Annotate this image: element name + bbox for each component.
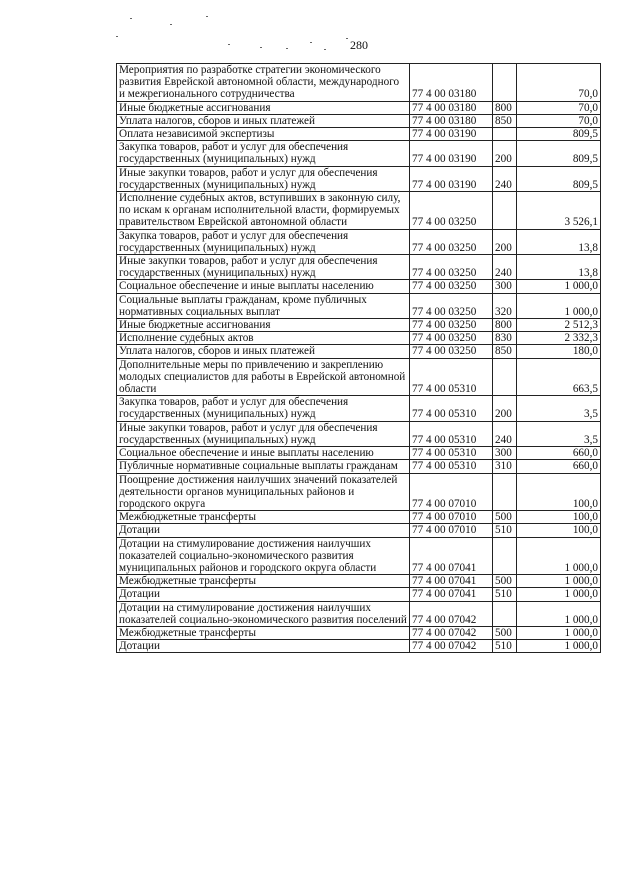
table-row	[117, 421, 601, 446]
row-amount: 2 332,3	[517, 332, 601, 345]
row-expense-type: 300	[493, 280, 517, 293]
row-amount: 100,0	[517, 473, 601, 511]
row-name: Иные бюджетные ассигнования	[117, 319, 410, 332]
row-target-code: 77 4 00 05310	[410, 421, 493, 446]
table-row	[117, 166, 601, 191]
row-expense-type	[493, 537, 517, 575]
row-expense-type: 800	[493, 319, 517, 332]
row-expense-type: 200	[493, 141, 517, 166]
row-target-code: 77 4 00 03250	[410, 229, 493, 254]
table-row	[117, 447, 601, 460]
row-name: Социальное обеспечение и иные выплаты населению	[117, 447, 410, 460]
row-expense-type	[493, 358, 517, 396]
table-row	[117, 460, 601, 473]
row-name: Уплата налогов, сборов и иных платежей	[117, 345, 410, 358]
row-target-code: 77 4 00 07010	[410, 511, 493, 524]
row-name: Межбюджетные трансферты	[117, 626, 410, 639]
table-row	[117, 255, 601, 280]
row-amount: 70,0	[517, 64, 601, 102]
row-amount: 2 512,3	[517, 319, 601, 332]
row-amount: 809,5	[517, 128, 601, 141]
row-amount: 1 000,0	[517, 575, 601, 588]
row-amount: 1 000,0	[517, 626, 601, 639]
table-row	[117, 280, 601, 293]
row-target-code: 77 4 00 05310	[410, 396, 493, 421]
row-expense-type	[493, 473, 517, 511]
row-name: Дотации	[117, 640, 410, 653]
row-target-code: 77 4 00 07041	[410, 575, 493, 588]
table-row	[117, 114, 601, 127]
table-row	[117, 319, 601, 332]
row-target-code: 77 4 00 07010	[410, 524, 493, 537]
row-amount: 809,5	[517, 166, 601, 191]
table-row	[117, 332, 601, 345]
row-amount: 1 000,0	[517, 588, 601, 601]
row-name: Иные закупки товаров, работ и услуг для обеспечения государственных (муниципальных) нужд	[117, 421, 410, 446]
row-expense-type: 200	[493, 229, 517, 254]
row-expense-type: 240	[493, 166, 517, 191]
row-amount: 100,0	[517, 524, 601, 537]
row-name: Дотации	[117, 588, 410, 601]
row-expense-type: 240	[493, 421, 517, 446]
row-target-code: 77 4 00 05310	[410, 358, 493, 396]
row-expense-type: 240	[493, 255, 517, 280]
table-row	[117, 128, 601, 141]
row-target-code: 77 4 00 07042	[410, 626, 493, 639]
row-name: Исполнение судебных актов	[117, 332, 410, 345]
table-row	[117, 345, 601, 358]
row-amount: 3,5	[517, 421, 601, 446]
row-amount: 660,0	[517, 460, 601, 473]
row-target-code: 77 4 00 05310	[410, 460, 493, 473]
row-target-code: 77 4 00 03190	[410, 141, 493, 166]
row-expense-type	[493, 64, 517, 102]
row-amount: 660,0	[517, 447, 601, 460]
table-row	[117, 524, 601, 537]
page-number: 280	[350, 38, 368, 52]
row-name: Дополнительные меры по привлечению и закреплению молодых специалистов для работы в Еврейской автономной области	[117, 358, 410, 396]
table-row	[117, 229, 601, 254]
row-target-code: 77 4 00 03250	[410, 332, 493, 345]
row-expense-type: 850	[493, 345, 517, 358]
row-target-code: 77 4 00 03250	[410, 293, 493, 318]
row-name: Социальное обеспечение и иные выплаты населению	[117, 280, 410, 293]
row-target-code: 77 4 00 07010	[410, 473, 493, 511]
table-row	[117, 588, 601, 601]
row-target-code: 77 4 00 03250	[410, 280, 493, 293]
row-expense-type: 500	[493, 511, 517, 524]
row-name: Иные бюджетные ассигнования	[117, 101, 410, 114]
row-name: Дотации	[117, 524, 410, 537]
row-name: Дотации на стимулирование достижения наилучших показателей социально-экономического развития поселений	[117, 601, 410, 626]
row-target-code: 77 4 00 07041	[410, 588, 493, 601]
table-row	[117, 141, 601, 166]
row-amount: 70,0	[517, 114, 601, 127]
row-name: Межбюджетные трансферты	[117, 575, 410, 588]
table-row	[117, 640, 601, 653]
row-amount: 3,5	[517, 396, 601, 421]
row-amount: 809,5	[517, 141, 601, 166]
row-name: Закупка товаров, работ и услуг для обеспечения государственных (муниципальных) нужд	[117, 229, 410, 254]
table-row	[117, 396, 601, 421]
row-amount: 100,0	[517, 511, 601, 524]
row-expense-type: 510	[493, 640, 517, 653]
row-name: Закупка товаров, работ и услуг для обеспечения государственных (муниципальных) нужд	[117, 396, 410, 421]
row-amount: 1 000,0	[517, 640, 601, 653]
row-name: Поощрение достижения наилучших значений показателей деятельности органов муниципальных районов и городского округа	[117, 473, 410, 511]
table-row	[117, 101, 601, 114]
row-expense-type	[493, 192, 517, 230]
table-row	[117, 601, 601, 626]
row-target-code: 77 4 00 03190	[410, 166, 493, 191]
row-name: Иные закупки товаров, работ и услуг для обеспечения государственных (муниципальных) нужд	[117, 255, 410, 280]
row-amount: 13,8	[517, 255, 601, 280]
row-target-code: 77 4 00 07042	[410, 640, 493, 653]
row-amount: 1 000,0	[517, 280, 601, 293]
row-expense-type: 510	[493, 588, 517, 601]
row-target-code: 77 4 00 07041	[410, 537, 493, 575]
row-expense-type: 320	[493, 293, 517, 318]
row-amount: 1 000,0	[517, 601, 601, 626]
row-name: Уплата налогов, сборов и иных платежей	[117, 114, 410, 127]
table-row	[117, 473, 601, 511]
row-name: Публичные нормативные социальные выплаты гражданам	[117, 460, 410, 473]
budget-table-body	[117, 64, 601, 653]
row-target-code: 77 4 00 03250	[410, 192, 493, 230]
row-amount: 1 000,0	[517, 537, 601, 575]
row-expense-type	[493, 128, 517, 141]
row-target-code: 77 4 00 03180	[410, 114, 493, 127]
row-amount: 3 526,1	[517, 192, 601, 230]
row-expense-type: 800	[493, 101, 517, 114]
row-target-code: 77 4 00 03250	[410, 255, 493, 280]
row-name: Мероприятия по разработке стратегии экономического развития Еврейской автономной области, международного и межрегионального сотрудничества	[117, 64, 410, 102]
table-row	[117, 358, 601, 396]
row-expense-type: 500	[493, 626, 517, 639]
table-row	[117, 64, 601, 102]
table-row	[117, 537, 601, 575]
row-amount: 13,8	[517, 229, 601, 254]
row-expense-type	[493, 601, 517, 626]
row-name: Дотации на стимулирование достижения наилучших показателей социально-экономического развития муниципальных районов и городского округа области	[117, 537, 410, 575]
row-target-code: 77 4 00 05310	[410, 447, 493, 460]
row-expense-type: 510	[493, 524, 517, 537]
row-name: Закупка товаров, работ и услуг для обеспечения государственных (муниципальных) нужд	[117, 141, 410, 166]
table-row	[117, 192, 601, 230]
row-amount: 70,0	[517, 101, 601, 114]
row-amount: 1 000,0	[517, 293, 601, 318]
row-amount: 663,5	[517, 358, 601, 396]
budget-table	[116, 63, 601, 653]
row-amount: 180,0	[517, 345, 601, 358]
row-name: Иные закупки товаров, работ и услуг для обеспечения государственных (муниципальных) нужд	[117, 166, 410, 191]
row-expense-type: 300	[493, 447, 517, 460]
row-target-code: 77 4 00 03250	[410, 319, 493, 332]
row-target-code: 77 4 00 03190	[410, 128, 493, 141]
row-expense-type: 850	[493, 114, 517, 127]
table-row	[117, 575, 601, 588]
row-name: Исполнение судебных актов, вступивших в законную силу, по искам к органам исполнительной власти, формируемых правительством Еврейской автономной области	[117, 192, 410, 230]
row-expense-type: 310	[493, 460, 517, 473]
row-target-code: 77 4 00 07042	[410, 601, 493, 626]
table-row	[117, 511, 601, 524]
row-expense-type: 500	[493, 575, 517, 588]
row-target-code: 77 4 00 03180	[410, 64, 493, 102]
row-name: Социальные выплаты гражданам, кроме публичных нормативных социальных выплат	[117, 293, 410, 318]
table-row	[117, 293, 601, 318]
row-expense-type: 830	[493, 332, 517, 345]
table-row	[117, 626, 601, 639]
row-name: Оплата независимой экспертизы	[117, 128, 410, 141]
row-expense-type: 200	[493, 396, 517, 421]
row-target-code: 77 4 00 03180	[410, 101, 493, 114]
row-target-code: 77 4 00 03250	[410, 345, 493, 358]
row-name: Межбюджетные трансферты	[117, 511, 410, 524]
